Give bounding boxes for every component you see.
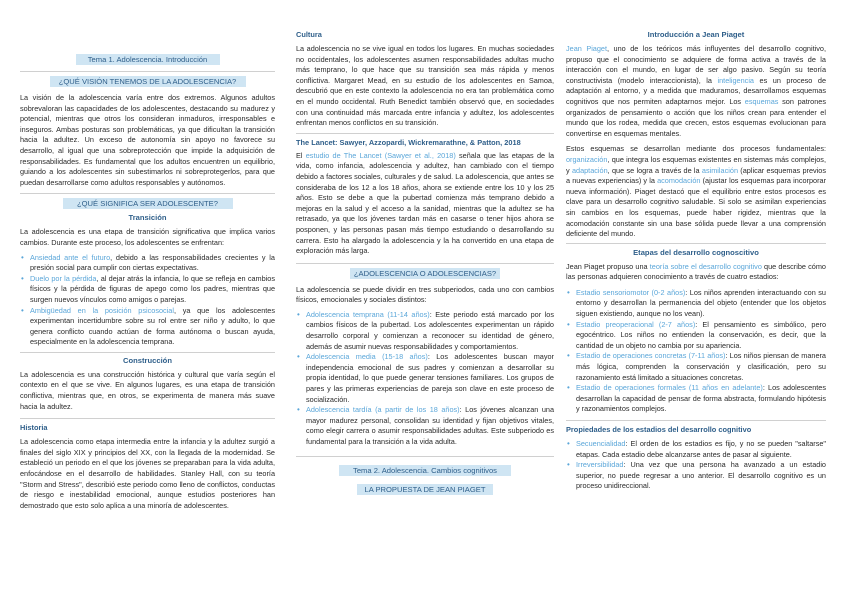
list-item-term: Ambigüedad en la posición psicosocial	[30, 305, 174, 315]
text-run: , que se logra a través de la	[607, 165, 702, 175]
transicion-paragraph: La adolescencia es una etapa de transición significativa que implica varios cambios. Durante este proceso, los adolescentes se enfrentan:	[20, 227, 275, 247]
list-item	[28, 306, 275, 348]
list-item-text: , ya que los adolescentes experimentan incertidumbre sobre su rol entre ser niño y adulto, lo que genera conflicto cuando actúan de forma autónoma o buscan ayuda, especialmente en la adolescencia temprana.	[30, 305, 275, 347]
highlighted-term: esquemas	[744, 96, 779, 106]
list-item-text: , al dejar atrás la infancia, lo que se refleja en cambios físicos y la pérdida de figuras de apego como los padres, mientras que surgen nuevos vínculos como amigos o parejas.	[30, 273, 275, 304]
intro-paragraph: La visión de la adolescencia varía entre dos extremos. Algunos adultos sobrevaloran las capacidades de los adolescentes, destacando su madurez y potencial, mientras que otros los consideran inmaduros, irresponsables e inseguros. Ambas posturas son problemáticas, ya que dificultan la transición hacia la adultez. Un exceso de autonomía sin apoyo no favorece su desarrollo, al igual que una sobreprotección que impide la adquisición de responsabilidades. Es fundamental que los adultos encuentren un equilibrio, guiando a los adolescentes sin subestimarlos ni sobreprotegerlos, para que puedan desarrollarse como adultos responsables y autónomos.	[20, 93, 275, 187]
list-item-term: Estadio sensoriomotor (0-2 años)	[576, 287, 686, 297]
list-item-text: : Los niños piensan de manera más lógica, comprenden la conservación y clasificación, pero su razonamiento está limitado a situaciones concretas.	[576, 351, 826, 382]
adolescencias-paragraph: La adolescencia se puede dividir en tres subperiodos, cada uno con cambios físicos, emocionales y sociales distintos:	[296, 284, 554, 305]
highlighted-term: teoría sobre el desarrollo cognitivo	[649, 261, 762, 271]
list-item-text: : Los adolescentes desarrollan la capacidad de pensar de forma abstracta, formulando hipótesis y razonamientos complejos.	[576, 383, 826, 414]
text-run: Jean Piaget propuso una	[566, 261, 650, 271]
list-item-text: , debido a las responsabilidades crecientes y la presión social para cumplir con ciertas expectativas.	[30, 252, 275, 273]
highlighted-term: organización	[566, 154, 608, 164]
text-run: (ajustar los esquemas para incorporar nueva información). Piaget destacó que el equilibrio entre estos procesos es clave para un desarrollo cognitivo saludable. Si solo se asimilan experiencias sin cambios en los esquemas, puede haber rigidez, mientras que la acomodación constante sin una base sólida puede llevar a una comprensión deficiente del mundo.	[566, 176, 826, 239]
list-item-term: Adolescencia temprana (11-14 años)	[306, 309, 430, 319]
piaget-proposal-box: LA PROPUESTA DE JEAN PIAGET	[357, 484, 493, 495]
highlighted-term: adaptación	[571, 165, 608, 175]
list-item	[574, 351, 826, 383]
question-adolescencias-box: ¿ADOLESCENCIA O ADOLESCENCIAS?	[350, 268, 500, 279]
text-run: que describe cómo las personas adquieren conocimiento a través de cuatro estadios:	[566, 261, 826, 282]
text-run: son patrones organizados de pensamiento o acción que los niños crean para entender el mundo que los rodea, medida que crecen, estos esquemas evolucionan para convertirse en esquemas mentales.	[566, 96, 826, 138]
column-1	[20, 0, 275, 511]
list-item-term: Estadio preoperacional (2-7 años)	[576, 319, 696, 329]
highlighted-term: Jean Piaget	[566, 44, 608, 53]
historia-paragraph: La adolescencia como etapa intermedia entre la infancia y la adultez surgió a finales del siglo XIX y principios del XX, con la llegada de la modernidad. Se estableció un periodo en el que los jóvenes se preparaban para la vida adulta, enfocándose en el desarrollo de habilidades. Stanley Hall, con su teoría "Storm and Stress", describió este periodo como lleno de conflictos, conductas de riesgo e inestabilidad emocional, aunque estudios posteriores han demostrado que esto solo aplica a una minoría de adolescentes.	[20, 437, 275, 510]
propiedades-list	[566, 439, 826, 492]
piaget-intro-heading: Introducción a Jean Piaget	[647, 30, 745, 39]
highlighted-term: inteligencia	[717, 75, 754, 85]
list-item	[304, 310, 554, 352]
list-item	[574, 288, 826, 320]
text-run: , uno de los teóricos más influyentes del desarrollo cognitivo, propuso que el conocimiento se adquiere de forma activa a través de la interacción con el mundo, en lugar de ser algo pasivo. Según su teoría constructivista (modelo interaccionista), la	[566, 44, 826, 85]
lancet-citation-link[interactable]: estudio de The Lancet (Sawyer et al., 2018)	[305, 150, 456, 160]
list-item-text: : Este periodo está marcado por los cambios físicos de la pubertad. Los adolescentes experimentan un rápido desarrollo corporal y comienzan a reconocer su identidad de género, además de asumir nuevas responsabilidades y comportamientos.	[306, 309, 554, 351]
propiedades-heading: Propiedades de los estadios del desarrollo cognitivo	[566, 425, 752, 434]
subperiodos-list	[296, 310, 554, 448]
historia-heading: Historia	[20, 423, 48, 433]
transicion-heading: Transición	[128, 213, 167, 223]
estadios-list	[566, 288, 826, 415]
list-item-term: Ansiedad ante el futuro	[30, 252, 111, 262]
list-item-text: : Una vez que una persona ha avanzado a un estadio superior, no puede regresar a uno anterior. El desarrollo cognitivo es un proceso unidireccional.	[576, 460, 826, 491]
list-item	[304, 405, 554, 447]
column-2	[296, 0, 554, 495]
topic-1-box: Tema 1. Adolescencia. Introducción	[76, 54, 220, 65]
list-item	[574, 320, 826, 352]
list-item-term: Estadio de operaciones concretas (7-11 años)	[576, 351, 726, 361]
topic-2-box: Tema 2. Adolescencia. Cambios cognitivos	[339, 465, 511, 476]
list-item	[28, 253, 275, 274]
question-significado-box: ¿QUÉ SIGNIFICA SER ADOLESCENTE?	[63, 198, 233, 209]
list-item-term: Adolescencia tardía (a partir de los 18 años)	[306, 405, 460, 415]
list-item-term: Adolescencia media (15-18 años)	[306, 352, 428, 362]
list-item	[304, 352, 554, 405]
list-item-text: : El orden de los estadios es fijo, y no se pueden "saltarse" etapas. Cada estadio debe alcanzarse antes de pasar al siguiente.	[576, 439, 826, 459]
list-item-term: Estadio de operaciones formales (11 años en adelante)	[576, 383, 763, 393]
text-run: (aplicar esquemas previos a nuevas experiencias) y la	[566, 165, 827, 186]
construccion-heading: Construcción	[123, 355, 172, 365]
transicion-list	[20, 253, 275, 348]
list-item	[574, 460, 826, 492]
list-item-text: : Los niños aprenden interactuando con su entorno y desarrollan la permanencia del objeto (entender que los objetos siguen existiendo, aunque no los vean).	[576, 287, 826, 319]
list-item-text: : Los jóvenes alcanzan una mayor madurez personal, consolidan su identidad y fijan objetivos vitales, como elegir carrera o asumir responsabilidades adultas. Este subperiodo es fundamental para la transición a la vida adulta.	[306, 405, 554, 446]
etapas-heading: Etapas del desarrollo cognoscitivo	[633, 247, 759, 257]
list-item	[574, 439, 826, 460]
construccion-paragraph: La adolescencia es una construcción histórica y cultural que varía según el contexto en el que se vive. En algunos lugares, es una etapa de transición conflictiva, mientras que, en otros, se experimenta de manera más suave hacia la adultez.	[20, 369, 275, 411]
text-run: Estos esquemas se desarrollan mediante dos procesos fundamentales:	[566, 144, 826, 154]
list-item-term: Irreversibilidad	[576, 460, 624, 470]
lancet-heading: The Lancet: Sawyer, Azzopardi, Wickremarathne, & Patton, 2018	[296, 137, 521, 147]
question-vision-box: ¿QUÉ VISIÓN TENEMOS DE LA ADOLESCENCIA?	[50, 76, 246, 87]
procesos-paragraph	[566, 144, 826, 239]
list-item-term: Duelo por la pérdida	[30, 273, 97, 283]
highlighted-term: acomodación	[657, 176, 701, 186]
text-run: , que integra los esquemas existentes en sistemas más complejos, y	[566, 154, 826, 175]
highlighted-term: asimilación	[701, 165, 738, 175]
list-item	[574, 383, 826, 415]
etapas-paragraph	[566, 262, 826, 283]
list-item-term: Secuencialidad	[576, 439, 626, 448]
list-item	[28, 274, 275, 306]
cultura-paragraph: La adolescencia no se vive igual en todos los lugares. En muchas sociedades no occidentales, los adolescentes asumen responsabilidades adultas mucho más temprano, lo que hace que su transición sea más rápida y menos conflictiva. Margaret Mead, en su estudio de los adolescentes en Samoa, descubrió que en este contexto la adolescencia no era tan problemática como en el mundo occidental. Ruth Benedict también observó que, en sociedades con una continuidad más marcada entre infancia y adultez, los adolescentes enfrentan menos conflictos en su transición.	[296, 44, 554, 128]
piaget-intro-paragraph	[566, 44, 826, 139]
lancet-paragraph: El estudio de The Lancet (Sawyer et al., 2018) señala que las etapas de la vida, como infancia, adolescencia y adultez, han cambiado con el tiempo debido a factores sociales, culturales y de salud. La adolescencia, que antes se consideraba de los 12 a los 18 años, ahora se extiende entre los 10 y los 25 años. Esto se debe a que la pubertad comienza más temprano debido a mejoras en la salud y el acceso a la sanidad, mientras que la adultez se ha retrasado, ya que los jóvenes tardan más en casarse o tener hijos ahora se posponen, y las personas pasan más tiempo estudiando o desarrollando su carrera. Esto ha alargado la adolescencia y la ha convertido en una etapa de exploración más larga.	[296, 150, 555, 256]
cultura-heading: Cultura	[296, 30, 322, 39]
list-item-text: : El pensamiento es simbólico, pero egocéntrico. Los niños no entienden la conservación, es decir, que la cantidad de un objeto no cambia por su apariencia.	[576, 319, 826, 350]
column-3	[566, 0, 826, 492]
list-item-text: : Los adolescentes buscan mayor independencia emocional de sus padres y comienzan a desarrollar su propia identidad, lo que puede generar tensiones familiares. Los grupos de pares y las primeras experiencias de pareja son clave en este proceso de socialización.	[306, 352, 554, 404]
text-run: es un proceso de adaptación al entorno, y a medida que maduramos, desarrollamos esquemas cognitivos que nos permiten adaptarnos mejor. Los	[566, 75, 827, 106]
